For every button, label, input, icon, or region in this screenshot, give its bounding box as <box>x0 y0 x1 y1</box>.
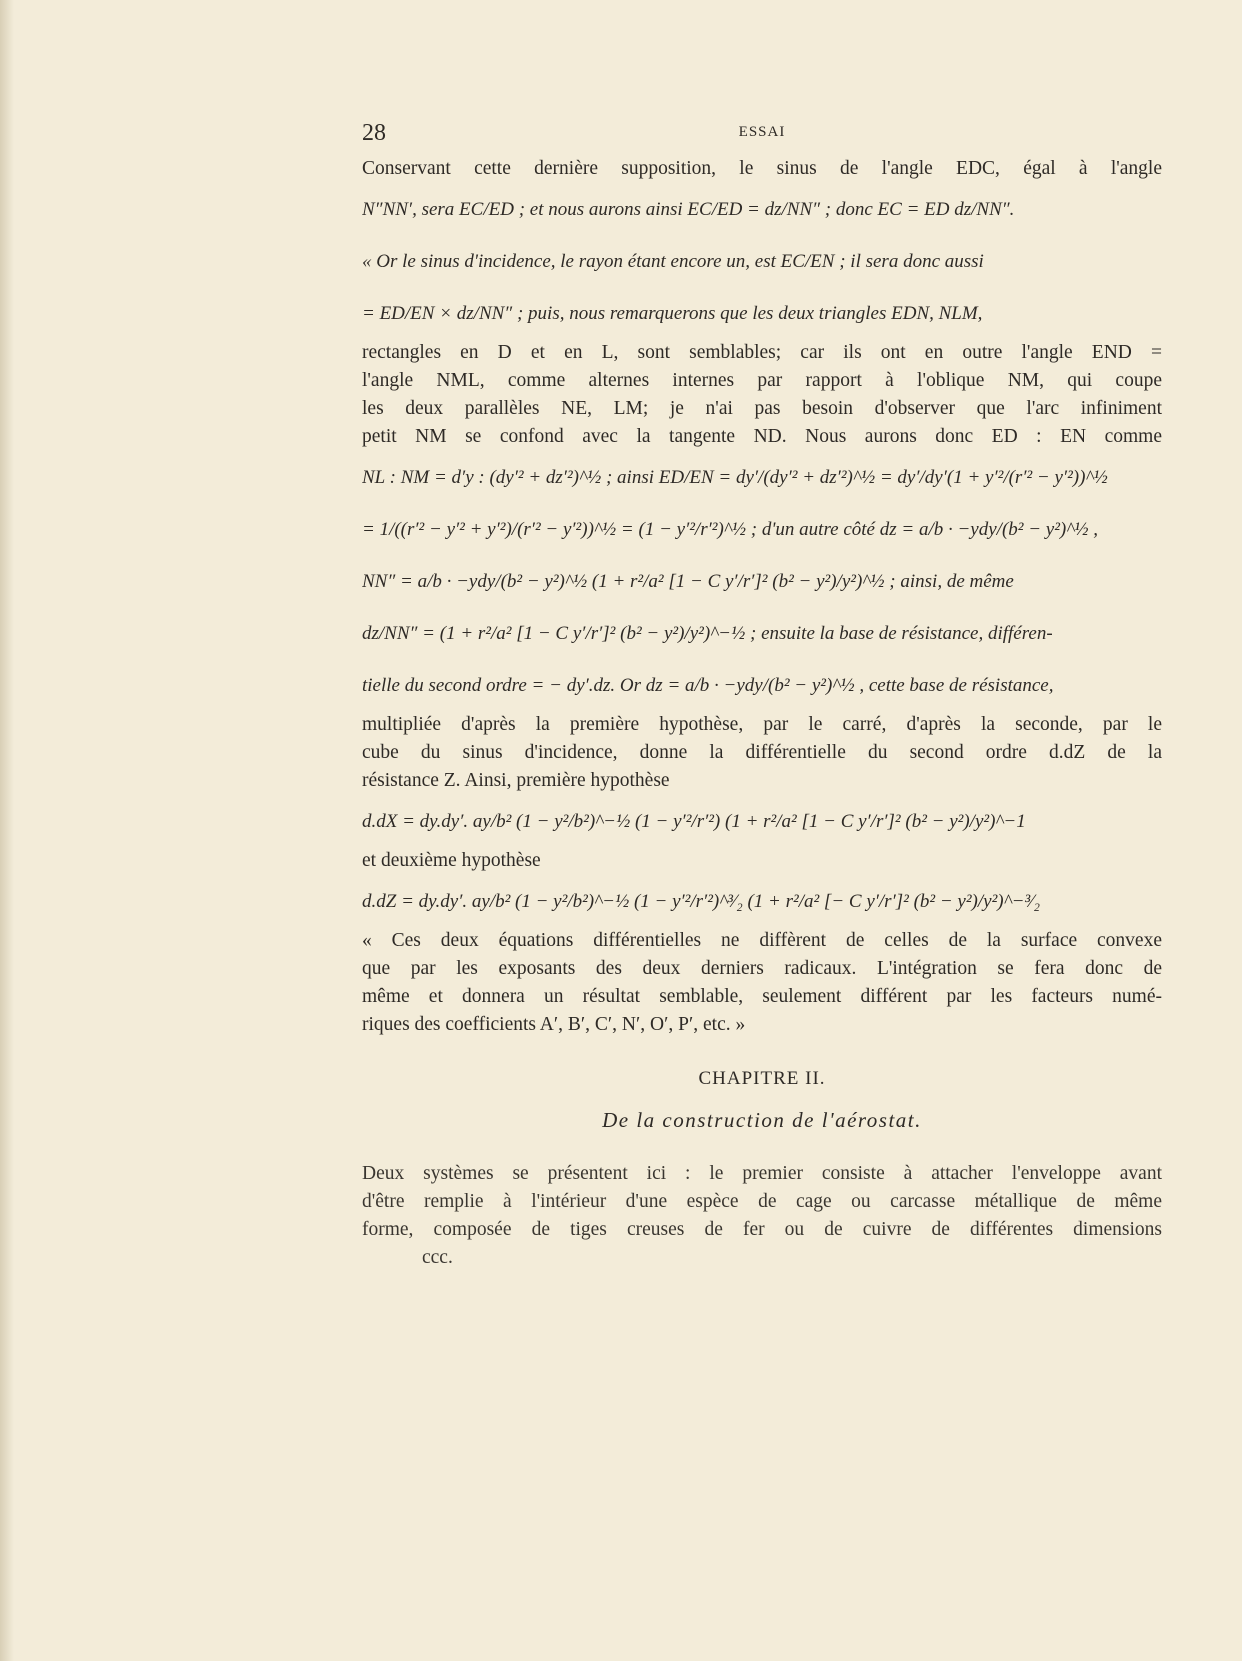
formula-line: = 1/((r′² − y′² + y′²)/(r′² − y′²))^½ = (1 − y′²/r′²)^½ ; d'un autre côté dz = a/b · −ydy/(b² − y²)^½ , <box>362 519 1099 540</box>
text-line: et deuxième hypothèse <box>362 850 541 871</box>
text-line: résistance Z. Ainsi, première hypothèse <box>362 770 670 791</box>
page-number: 28 <box>362 120 386 146</box>
formula-line: « Or le sinus d'incidence, le rayon étant encore un, est EC/EN ; il sera donc aussi <box>362 251 984 272</box>
formula-line: NL : NM = d′y : (dy′² + dz′²)^½ ; ainsi ED/EN = dy′/(dy′² + dz′²)^½ = dy′/dy′(1 + y′²/(r′² − y′²))^½ <box>362 467 1108 488</box>
main-text <box>362 156 1162 1040</box>
document-page <box>362 120 1162 1273</box>
page-binding-shadow <box>0 0 14 1661</box>
chapter-text <box>362 1161 1162 1273</box>
formula-line: dz/NN″ = (1 + r²/a² [1 − C y′/r′]² (b² − y²)/y²)^−½ ; ensuite la base de résistance, différen- <box>362 623 1053 644</box>
chapter-heading: CHAPITRE II. <box>698 1068 826 1089</box>
formula-line: N″NN′, sera EC/ED ; et nous aurons ainsi EC/ED = dz/NN″ ; donc EC = ED dz/NN″. <box>362 199 1015 220</box>
text-line: même et donnera un résultat semblable, seulement différent par les facteurs numé- <box>362 986 1162 1007</box>
text-line: rectangles en D et en L, sont semblables; car ils ont en outre l'angle END = <box>362 342 1162 363</box>
text-line: Conservant cette dernière supposition, le sinus de l'angle EDC, égal à l'angle <box>362 158 1162 179</box>
text-line: riques des coefficients A′, B′, C′, N′, O′, P′, etc. » <box>362 1014 746 1035</box>
text-line: multipliée d'après la première hypothèse, par le carré, d'après la seconde, par le <box>362 714 1162 735</box>
page-header <box>362 120 1162 156</box>
text-line: l'angle NML, comme alternes internes par rapport à l'oblique NM, qui coupe <box>362 370 1162 391</box>
text-line: d'être remplie à l'intérieur d'une espèce de cage ou carcasse métallique de même <box>362 1191 1162 1212</box>
text-line: que par les exposants des deux derniers radicaux. L'intégration se fera donc de <box>362 958 1162 979</box>
running-head: ESSAI <box>738 124 786 140</box>
text-line: forme, composée de tiges creuses de fer ou de cuivre de différentes dimensions <box>362 1219 1162 1240</box>
chapter-subtitle: De la construction de l'aérostat. <box>602 1108 922 1132</box>
text-line: Deux systèmes se présentent ici : le premier consiste à attacher l'enveloppe avant <box>362 1163 1162 1184</box>
text-line: les deux parallèles NE, LM; je n'ai pas besoin d'observer que l'arc infiniment <box>362 398 1162 419</box>
formula-line: d.dX = dy.dy′. ay/b² (1 − y²/b²)^−½ (1 − y′²/r′²) (1 + r²/a² [1 − C y′/r′]² (b² − y²)/y²)^−1 <box>362 811 1026 832</box>
text-line: petit NM se confond avec la tangente ND. Nous aurons donc ED : EN comme <box>362 426 1162 447</box>
text-line: cube du sinus d'incidence, donne la différentielle du second ordre d.dZ de la <box>362 742 1162 763</box>
formula-line: d.dZ = dy.dy′. ay/b² (1 − y²/b²)^−½ (1 − y′²/r′²)^³⁄₂ (1 + r²/a² [− C y′/r′]² (b² − y²)/y²)^−³⁄₂ <box>362 891 1040 912</box>
formula-line: tielle du second ordre = − dy′.dz. Or dz = a/b · −ydy/(b² − y²)^½ , cette base de résistance, <box>362 675 1054 696</box>
text-line: « Ces deux équations différentielles ne diffèrent de celles de la surface convexe <box>362 930 1162 951</box>
catchword: ccc. <box>422 1247 453 1268</box>
formula-line: NN″ = a/b · −ydy/(b² − y²)^½ (1 + r²/a² [1 − C y′/r′]² (b² − y²)/y²)^½ ; ainsi, de même <box>362 571 1014 592</box>
formula-line: = ED/EN × dz/NN″ ; puis, nous remarquerons que les deux triangles EDN, NLM, <box>362 303 983 324</box>
